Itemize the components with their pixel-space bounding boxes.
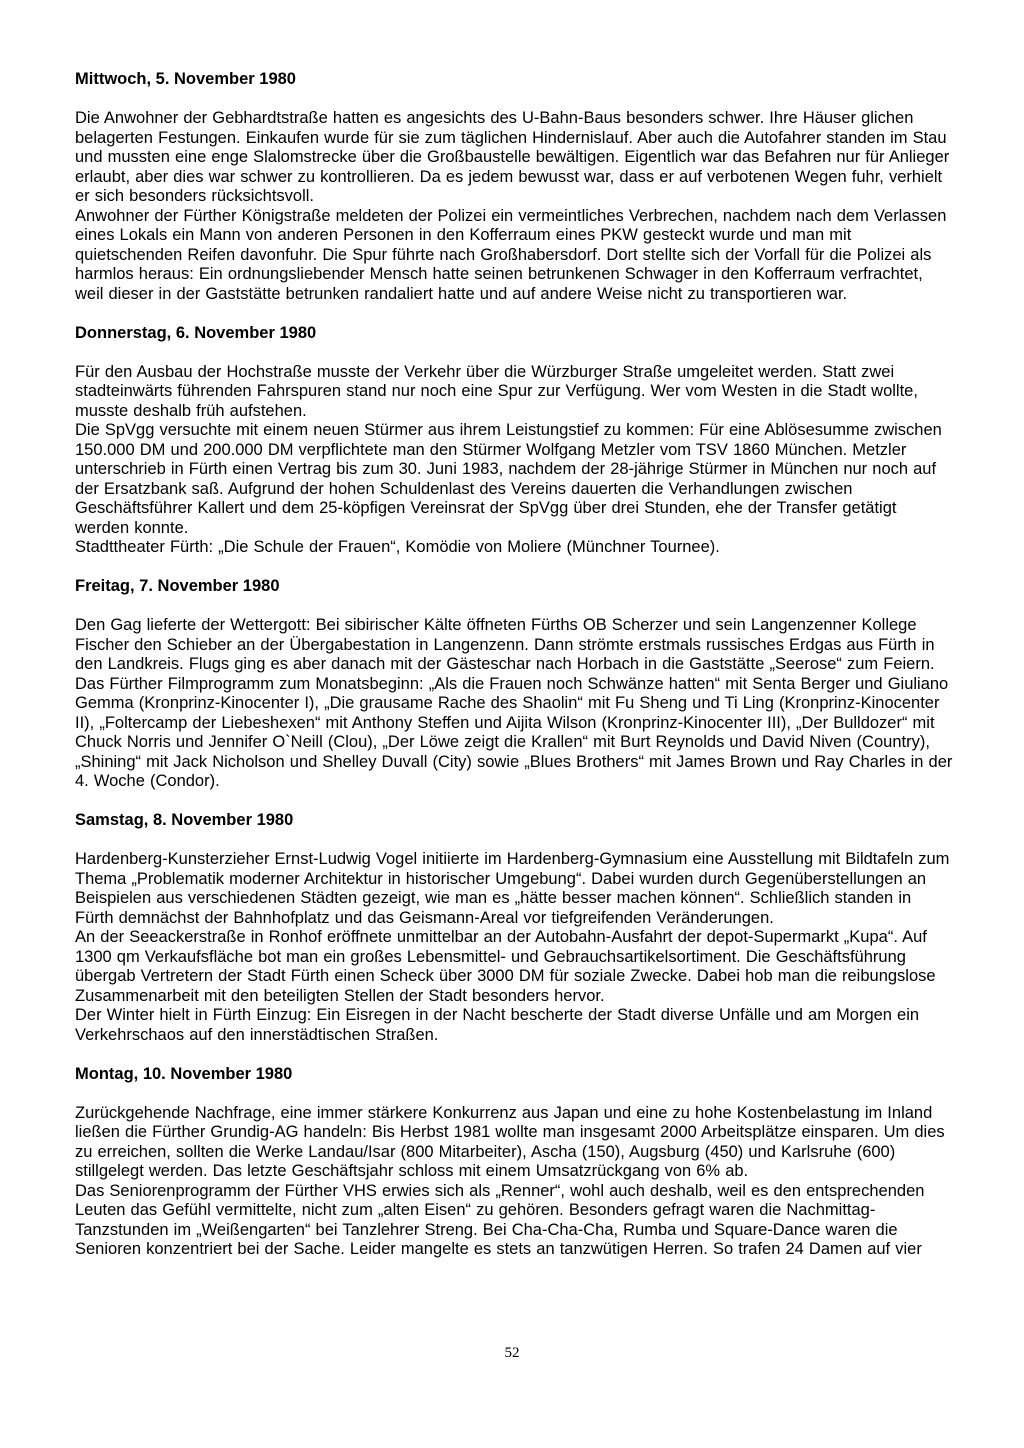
paragraph: Der Winter hielt in Fürth Einzug: Ein Eisregen in der Nacht bescherte der Stadt diverse Unfälle und am Morgen ein Verkehrschaos auf den innerstädtischen Straßen. xyxy=(75,1006,920,1044)
section-mittwoch-5-november-1980 xyxy=(75,70,954,304)
paragraph: Stadttheater Fürth: „Die Schule der Frauen“, Komödie von Moliere (Münchner Tournee). xyxy=(75,538,720,556)
page-number: 52 xyxy=(504,1345,520,1361)
section-heading: Samstag, 8. November 1980 xyxy=(75,811,294,829)
section-donnerstag-6-november-1980 xyxy=(75,324,954,558)
paragraph: Zurückgehende Nachfrage, eine immer stärkere Konkurrenz aus Japan und eine zu hohe Kostenbelastung im Inland ließen die Fürther Grundig-AG handeln: Bis Herbst 1981 wollte man insgesamt 2000 Arbeitsplätze einsparen. Um dies zu erreichen, sollten die Werke Landau/Isar (800 Mitarbeiter), Ascha (150), Augsburg (450) und Karlsruhe (600) stillgelegt werden. Das letzte Geschäftsjahr schloss mit einem Umsatzrückgang von 6% ab. xyxy=(75,1103,945,1180)
section-samstag-8-november-1980 xyxy=(75,811,954,1045)
paragraph: Die SpVgg versuchte mit einem neuen Stürmer aus ihrem Leistungstief zu kommen: Für eine Ablösesumme zwischen 150.000 DM und 200.000 DM verpflichtete man den Stürmer Wolfgang Metzler vom TSV 1860 München. Metzler unterschrieb in Fürth einen Vertrag bis zum 30. Juni 1983, nachdem der 28-jährige Stürmer in München nur noch auf der Ersatzbank saß. Aufgrund der hohen Schuldenlast des Vereins dauerten die Verhandlungen zwischen Geschäftsführer Kallert und dem 25-köpfigen Vereinsrat der SpVgg über drei Stunden, ehe der Transfer getätigt werden konnte. xyxy=(75,421,942,537)
paragraph: Hardenberg-Kunsterzieher Ernst-Ludwig Vogel initiierte im Hardenberg-Gymnasium eine Ausstellung mit Bildtafeln zum Thema „Problematik moderner Architektur in historischer Umgebung“. Dabei wurden durch Gegenüberstellungen an Beispielen aus verschiedenen Städten gezeigt, wie man es „hätte besser machen können“. Schließlich standen in Fürth demnächst der Bahnhofplatz und das Geismann-Areal vor tiefgreifenden Veränderungen. xyxy=(75,850,950,927)
paragraph: Das Seniorenprogramm der Fürther VHS erwies sich als „Renner“, wohl auch deshalb, weil es den entsprechenden Leuten das Gefühl vermittelte, nicht zum „alten Eisen“ zu gehören. Besonders gefragt waren die Nachmittag-Tanzstunden im „Weißengarten“ bei Tanzlehrer Streng. Bei Cha-Cha-Cha, Rumba und Square-Dance waren die Senioren konzentriert bei der Sache. Leider mangelte es stets an tanzwütigen Herren. So trafen 24 Damen auf vier xyxy=(75,1181,925,1258)
section-heading: Donnerstag, 6. November 1980 xyxy=(75,323,317,342)
section-montag-10-november-1980 xyxy=(75,1065,954,1260)
paragraph: Das Fürther Filmprogramm zum Monatsbeginn: „Als die Frauen noch Schwänze hatten“ mit Senta Berger und Giuliano Gemma (Kronprinz-Kinocenter I), „Die grausame Rache des Shaolin“ mit Fu Sheng und Ti Ling (Kronprinz-Kinocenter II), „Foltercamp der Liebeshexen“ mit Anthony Steffen und Aijita Wilson (Kronprinz-Kinocenter III), „Der Bulldozer“ mit Chuck Norris und Jennifer O`Neill (Clou), „Der Löwe zeigt die Krallen“ mit Burt Reynolds und David Niven (Country), „Shining“ mit Jack Nicholson und Shelley Duvall (City) sowie „Blues Brothers“ mit James Brown und Ray Charles in der 4. Woche (Condor). xyxy=(75,674,953,790)
section-heading: Freitag, 7. November 1980 xyxy=(75,577,280,595)
paragraph: Für den Ausbau der Hochstraße musste der Verkehr über die Würzburger Straße umgeleitet werden. Statt zwei stadteinwärts führenden Fahrspuren stand nur noch eine Spur zur Verfügung. Wer vom Westen in die Stadt wollte, musste deshalb früh aufstehen. xyxy=(75,362,918,420)
paragraph: An der Seeackerstraße in Ronhof eröffnete unmittelbar an der Autobahn-Ausfahrt der depot-Supermarkt „Kupa“. Auf 1300 qm Verkaufsfläche bot man ein großes Lebensmittel- und Gebrauchsartikelsortiment. Die Geschäftsführung übergab Vertretern der Stadt Fürth einen Scheck über 3000 DM für soziale Zwecke. Dabei hob man die reibungslose Zusammenarbeit mit den beteiligten Stellen der Stadt besonders hervor. xyxy=(75,928,936,1005)
section-heading: Mittwoch, 5. November 1980 xyxy=(75,70,296,88)
section-heading: Montag, 10. November 1980 xyxy=(75,1064,293,1083)
paragraph: Die Anwohner der Gebhardtstraße hatten es angesichts des U-Bahn-Baus besonders schwer. Ihre Häuser glichen belagerten Festungen. Einkaufen wurde für sie zum täglichen Hindernislauf. Aber auch die Autofahrer standen im Stau und mussten eine enge Slalomstrecke über die Großbaustelle bewältigen. Eigentlich war das Befahren nur für Anlieger erlaubt, aber dies war schwer zu kontrollieren. Da es jedem bewusst war, dass er auf verbotenen Wegen fuhr, verhielt er sich besonders rücksichtsvoll. xyxy=(75,109,950,205)
section-freitag-7-november-1980 xyxy=(75,577,954,792)
paragraph: Den Gag lieferte der Wettergott: Bei sibirischer Kälte öffneten Fürths OB Scherzer und sein Langenzenner Kollege Fischer den Schieber an der Übergabestation in Langenzenn. Dann strömte erstmals russisches Erdgas aus Fürth in den Landkreis. Flugs ging es aber danach mit der Gästeschar nach Horbach in die Gaststätte „Seerose“ zum Feiern. xyxy=(75,616,935,673)
paragraph: Anwohner der Fürther Königstraße meldeten der Polizei ein vermeintliches Verbrechen, nachdem nach dem Verlassen eines Lokals ein Mann von anderen Personen in den Kofferraum eines PKW gesteckt wurde und man mit quietschenden Reifen davonfuhr. Die Spur führte nach Großhabersdorf. Dort stellte sich der Vorfall für die Polizei als harmlos heraus: Ein ordnungsliebender Mensch hatte seinen betrunkenen Schwager in den Kofferraum verfrachtet, weil dieser in der Gaststätte betrunken randaliert hatte und auf andere Weise nicht zu transportieren war. xyxy=(75,206,947,303)
